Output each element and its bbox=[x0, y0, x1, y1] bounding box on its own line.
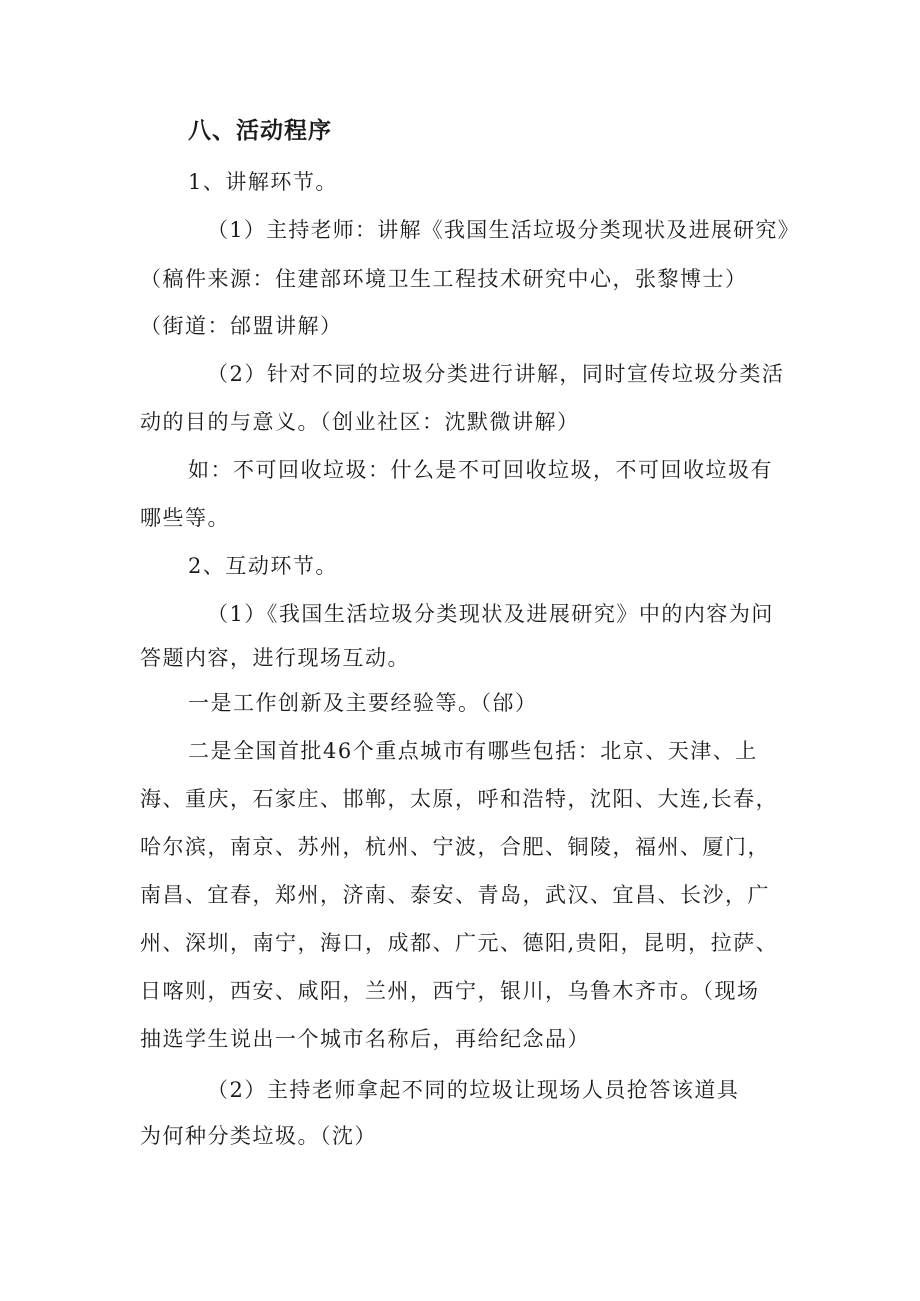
paragraph-line: 一是工作创新及主要经验等。（邰） bbox=[188, 691, 538, 715]
paragraph-line: 海、重庆，石家庄、邯郸，太原，呼和浩特，沈阳、大连,长春， bbox=[140, 787, 779, 811]
paragraph-line: （1）《我国生活垃圾分类现状及进展研究》中的内容为问 bbox=[207, 602, 774, 626]
paragraph-line: 哈尔滨，南京、苏州，杭州、宁波，合肥、铜陵，福州、厦门， bbox=[140, 835, 770, 859]
paragraph-line: 抽选学生说出一个城市名称后，再给纪念品） bbox=[140, 1027, 590, 1051]
paragraph-line: （2）主持老师拿起不同的垃圾让现场人员抢答该道具 bbox=[207, 1078, 740, 1102]
paragraph-line: 州、深圳，南宁，海口，成都、广元、德阳,贵阳，昆明，拉萨、 bbox=[140, 931, 779, 955]
paragraph-line: 2、互动环节。 bbox=[188, 554, 338, 578]
paragraph-line: 南昌、宜春，郑州，济南、泰安、青岛，武汉、宜昌、长沙，广 bbox=[140, 883, 770, 907]
paragraph-line: 答题内容，进行现场互动。 bbox=[140, 646, 410, 670]
paragraph-line: （稿件来源：住建部环境卫生工程技术研究中心，张黎博士） bbox=[140, 267, 748, 291]
paragraph-line: 日喀则，西安、咸阳，兰州，西宁，银川，乌鲁木齐市。（现场 bbox=[140, 979, 760, 1003]
paragraph-line: （2）针对不同的垃圾分类进行讲解，同时宣传垃圾分类活 bbox=[207, 362, 785, 386]
paragraph-line: 二是全国首批46个重点城市有哪些包括：北京、天津、上 bbox=[188, 739, 758, 763]
section-heading: 八、活动程序 bbox=[188, 118, 332, 144]
paragraph-line: 哪些等。 bbox=[140, 506, 230, 530]
paragraph-line: 如：不可回收垃圾：什么是不可回收垃圾，不可回收垃圾有 bbox=[188, 458, 773, 482]
paragraph-line: 为何种分类垃圾。（沈） bbox=[140, 1124, 377, 1148]
paragraph-line: （1）主持老师：讲解《我国生活垃圾分类现状及进展研究》 bbox=[207, 218, 800, 242]
paragraph-line: 1、讲解环节。 bbox=[188, 170, 338, 194]
paragraph-line: （街道：邰盟讲解） bbox=[140, 314, 343, 338]
paragraph-line: 动的目的与意义。（创业社区：沈默微讲解） bbox=[140, 410, 580, 434]
